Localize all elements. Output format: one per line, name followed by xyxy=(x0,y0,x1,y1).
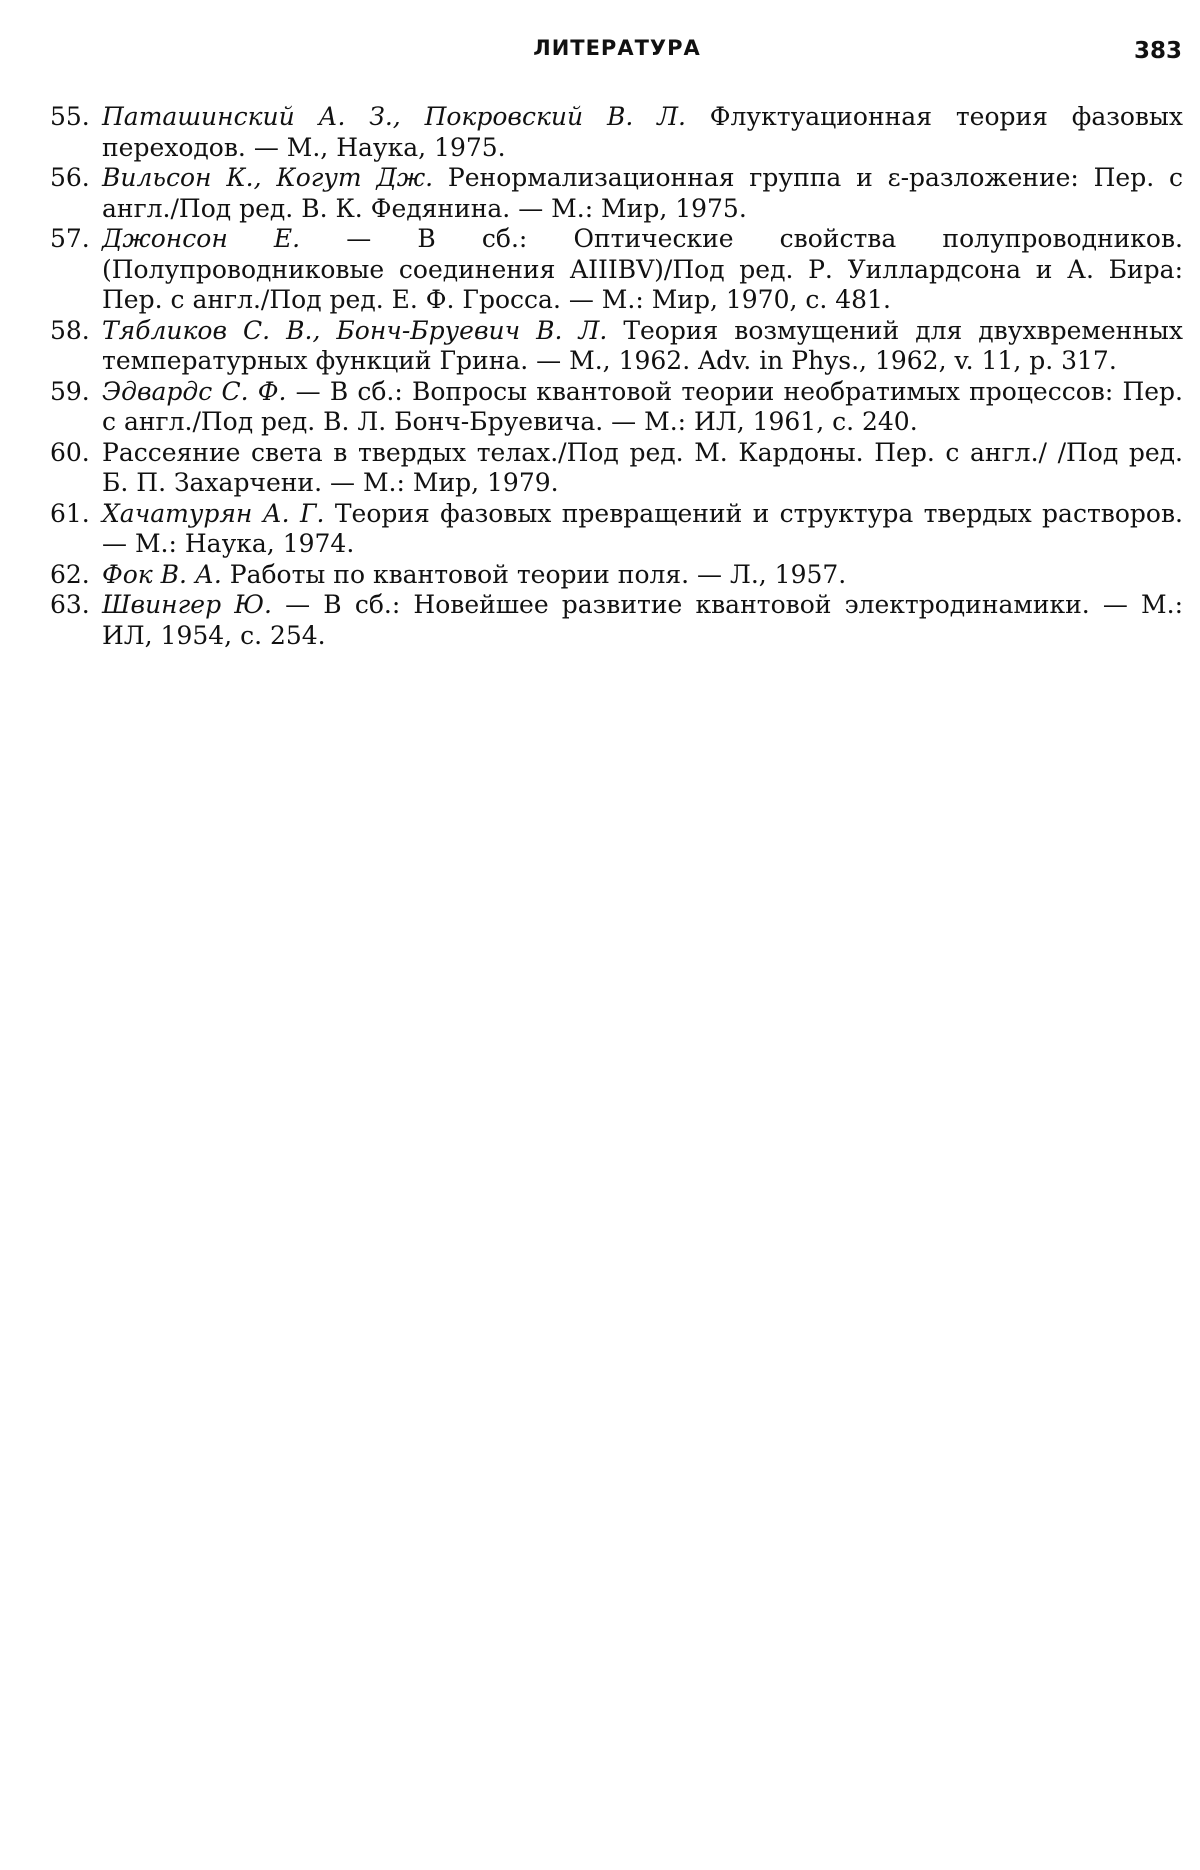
reference-item xyxy=(50,560,1183,591)
reference-number: 63. xyxy=(50,590,90,619)
reference-item xyxy=(50,377,1183,438)
reference-number: 62. xyxy=(50,559,90,589)
reference-authors: Паташинский А. З., Покровский В. Л. xyxy=(102,102,686,131)
reference-authors: Эдвардс С. Ф. xyxy=(102,376,287,406)
reference-authors: Тябликов С. В., Бонч-Бруевич В. Л. xyxy=(102,315,608,345)
reference-authors: Хачатурян А. Г. xyxy=(102,498,325,528)
reference-text: — В сб.: Вопросы квантовой теории необратимых процессов: Пер. с англ./Под ред. В. Л. Бонч-Бруевича. — М.: ИЛ, 1961, с. 240. xyxy=(102,376,1183,436)
running-title: ЛИТЕРАТУРА xyxy=(533,36,701,60)
reference-item xyxy=(50,590,1183,651)
reference-number: 61. xyxy=(50,498,90,528)
reference-number: 59. xyxy=(50,376,90,406)
reference-item xyxy=(50,163,1183,224)
reference-authors: Швингер Ю. xyxy=(102,590,273,619)
reference-authors: Фок В. А. xyxy=(102,559,222,589)
reference-item xyxy=(50,499,1183,560)
reference-item xyxy=(50,224,1183,316)
reference-text: Ренормализационная группа и ε-разложение: Пер. с англ./Под ред. В. К. Федянина. — М.: Мир, 1975. xyxy=(102,163,1183,223)
reference-item xyxy=(50,316,1183,377)
reference-text: Флуктуационная теория фазовых переходов. — М., Наука, 1975. xyxy=(102,102,1184,162)
reference-text: — В сб.: Новейшее развитие квантовой электродинамики. — М.: ИЛ, 1954, с. 254. xyxy=(102,590,1183,650)
reference-text: Работы по квантовой теории поля. — Л., 1957. xyxy=(221,559,847,589)
reference-text: Теория возмущений для двухвременных температурных функций Грина. — М., 1962. Adv. in Phys., 1962, v. 11, p. 317. xyxy=(102,315,1183,375)
reference-authors: Джонсон Е. xyxy=(102,224,301,253)
reference-list xyxy=(50,102,1183,651)
reference-number: 60. xyxy=(50,437,90,467)
reference-number: 58. xyxy=(50,315,90,345)
reference-number: 56. xyxy=(50,163,90,192)
reference-number: 55. xyxy=(50,102,90,131)
reference-item xyxy=(50,438,1183,499)
reference-authors: Вильсон К., Когут Дж. xyxy=(102,163,434,192)
page-header xyxy=(52,34,1182,74)
page-number: 383 xyxy=(1133,38,1182,64)
reference-text: Теория фазовых превращений и структура твердых растворов. — М.: Наука, 1974. xyxy=(102,498,1183,558)
reference-item xyxy=(50,102,1183,163)
reference-text: — В сб.: Оптические свойства полупроводников. (Полупроводниковые соединения AIIIBV)/Под ред. Р. Уиллардсона и А. Бира: Пер. с англ./Под ред. Е. Ф. Гросса. — М.: Мир, 1970, с. 481. xyxy=(102,224,1183,314)
reference-number: 57. xyxy=(50,224,90,253)
reference-text: Рассеяние света в твердых телах./Под ред. М. Кардоны. Пер. с англ./ /Под ред. Б. П. Захарчени. — М.: Мир, 1979. xyxy=(102,437,1183,497)
